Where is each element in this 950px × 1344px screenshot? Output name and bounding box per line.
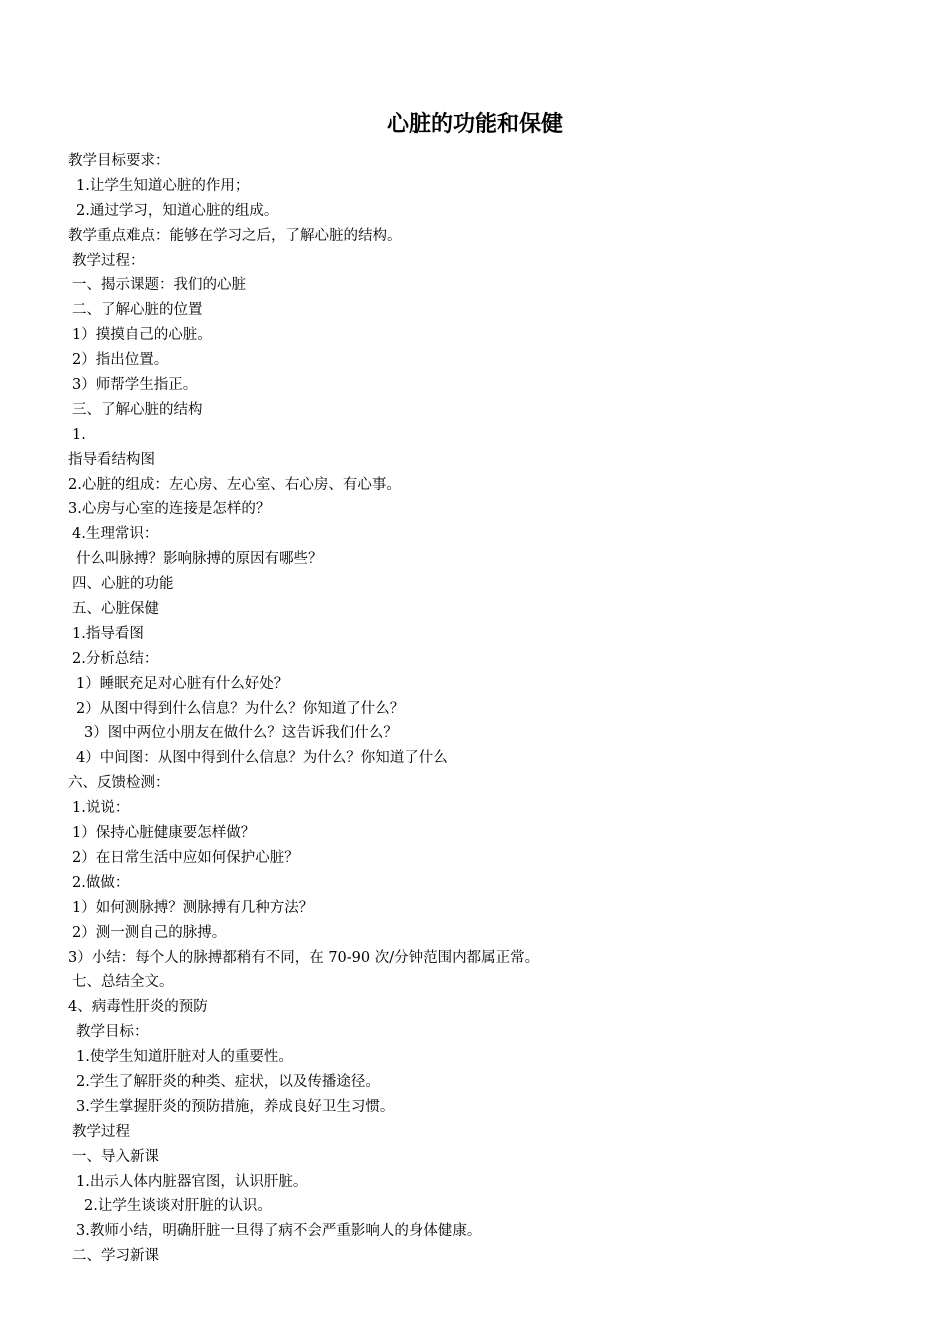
text-line: 1.说说： (72, 800, 130, 817)
text-line: 2.心脏的组成：左心房、左心室、右心房、有心事。 (68, 476, 401, 493)
text-line: 2.让学生谈谈对肝脏的认识。 (84, 1198, 272, 1215)
text-line: 2.分析总结： (72, 650, 159, 667)
text-line: 1.出示人体内脏器官图，认识肝脏。 (76, 1173, 308, 1190)
text-line: 2）测一测自己的脉搏。 (72, 924, 227, 941)
text-line: 3.学生掌握肝炎的预防措施，养成良好卫生习惯。 (76, 1098, 395, 1115)
text-line: 教学目标： (76, 1024, 149, 1041)
text-line: 4.生理常识： (72, 526, 159, 543)
text-line: 1）摸摸自己的心脏。 (72, 327, 212, 344)
text-line: 2.做做： (72, 874, 130, 891)
text-line: 3）师帮学生指正。 (72, 377, 198, 394)
text-line: 教学重点难点：能够在学习之后，了解心脏的结构。 (68, 227, 402, 244)
text-line: 2）在日常生活中应如何保护心脏？ (72, 849, 299, 866)
document-title: 心脏的功能和保健 (386, 112, 563, 137)
text-line: 1）保持心脏健康要怎样做？ (72, 825, 256, 842)
text-line: 一、导入新课 (72, 1148, 159, 1165)
text-line: 1.让学生知道心脏的作用； (76, 177, 250, 194)
text-line: 1）睡眠充足对心脏有什么好处？ (76, 675, 289, 692)
text-line: 3）图中两位小朋友在做什么？这告诉我们什么？ (84, 725, 398, 742)
text-line: 1）如何测脉搏？测脉搏有几种方法？ (72, 899, 314, 916)
text-line: 4、病毒性肝炎的预防 (68, 999, 208, 1016)
text-line: 二、了解心脏的位置 (72, 302, 203, 319)
text-line: 2）指出位置。 (72, 352, 169, 369)
text-line: 3.心房与心室的连接是怎样的？ (68, 501, 271, 518)
text-line: 1.使学生知道肝脏对人的重要性。 (76, 1049, 293, 1066)
text-line: 什么叫脉搏？影响脉搏的原因有哪些？ (76, 551, 323, 568)
text-line: 三、了解心脏的结构 (72, 401, 203, 418)
text-line: 教学过程 (72, 1123, 130, 1140)
text-line: 五、心脏保健 (72, 601, 159, 618)
text-line: 七、总结全文。 (72, 974, 174, 991)
text-line: 指导看结构图 (68, 451, 155, 468)
text-line: 2.学生了解肝炎的种类、症状，以及传播途径。 (76, 1073, 380, 1090)
document-body (68, 149, 888, 1269)
text-line: 教学过程： (72, 252, 145, 269)
text-line: 四、心脏的功能 (72, 576, 174, 593)
text-line: 1. (72, 426, 86, 443)
text-line: 1.指导看图 (72, 625, 144, 642)
text-line: 六、反馈检测： (68, 775, 170, 792)
text-line: 2.通过学习，知道心脏的组成。 (76, 202, 279, 219)
text-line: 二、学习新课 (72, 1248, 159, 1265)
text-line: 3.教师小结，明确肝脏一旦得了病不会严重影响人的身体健康。 (76, 1223, 482, 1240)
text-line: 3）小结：每个人的脉搏都稍有不同，在 70-90 次/分钟范围内都属正常。 (68, 949, 540, 966)
text-line: 一、揭示课题：我们的心脏 (72, 277, 246, 294)
text-line: 教学目标要求： (68, 153, 170, 169)
text-line: 2）从图中得到什么信息？为什么？你知道了什么？ (76, 700, 405, 717)
text-line: 4）中间图：从图中得到什么信息？为什么？你知道了什么 (76, 750, 448, 767)
